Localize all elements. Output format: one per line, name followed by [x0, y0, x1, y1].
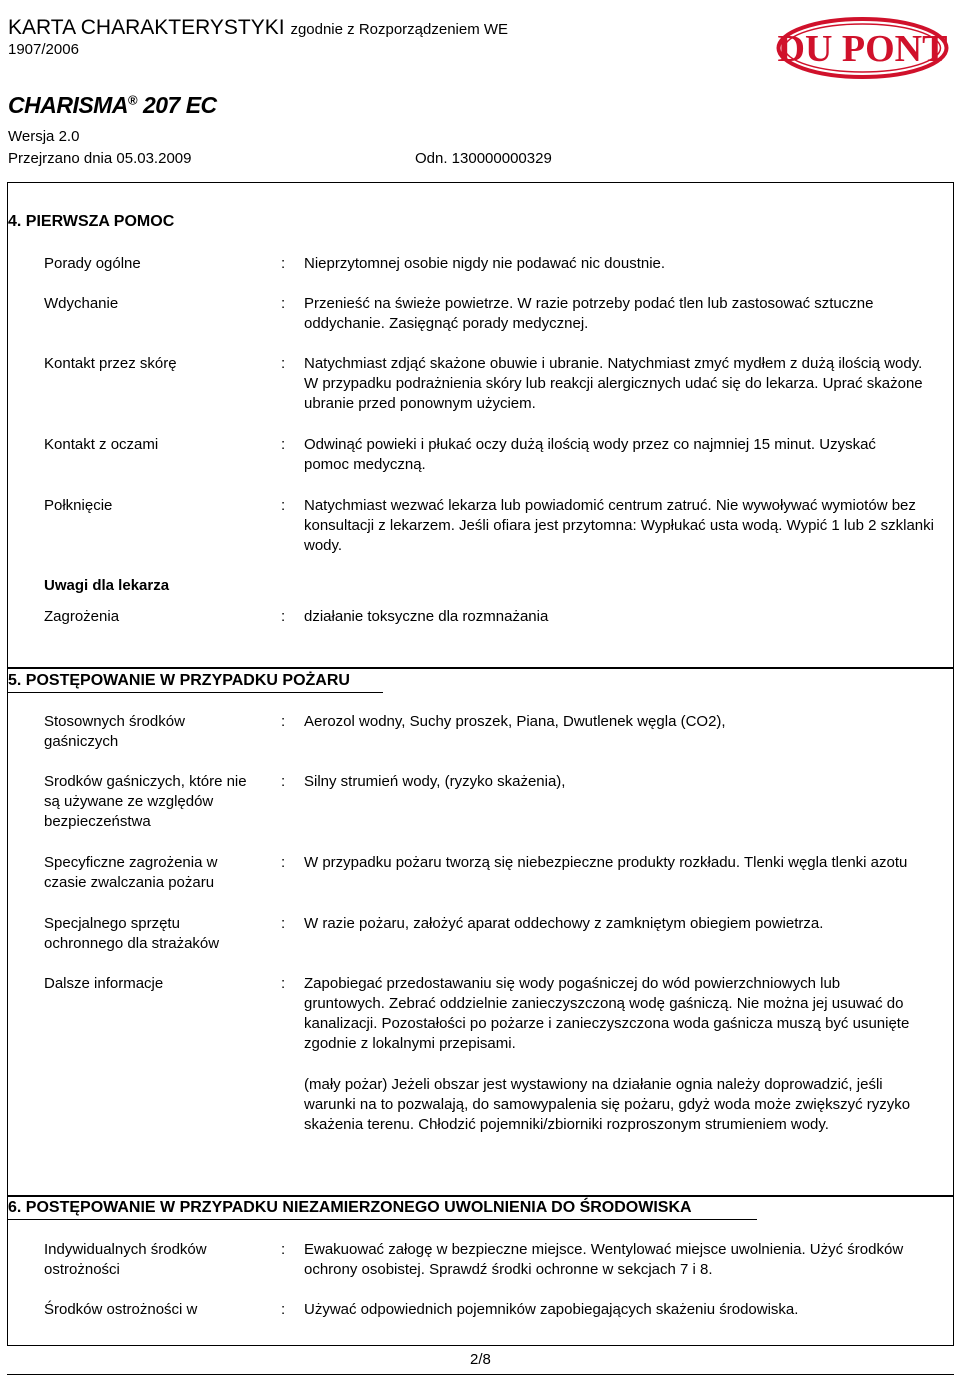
- section-6-title: 6. POSTĘPOWANIE W PRZYPADKU NIEZAMIERZONEGO UWOLNIENIA DO ŚRODOWISKA: [8, 1199, 692, 1216]
- revision-date: Przejrzano dnia 05.03.2009: [8, 150, 192, 167]
- product-name: CHARISMA® 207 EC: [8, 92, 217, 118]
- colon: :: [281, 295, 286, 312]
- firefighting-label: Dalsze informacje: [44, 975, 164, 992]
- logo-text: DU PONT: [777, 28, 948, 70]
- colon: :: [281, 255, 286, 272]
- section-5-title: 5. POSTĘPOWANIE W PRZYPADKU POŻARU: [8, 672, 350, 689]
- colon: :: [281, 773, 286, 790]
- firefighting-value: W przypadku pożaru tworzą się niebezpieczne produkty rozkładu. Tlenki węgla tlenki azotu: [304, 854, 908, 871]
- first-aid-value: Odwinąć powieki i płukać oczy dużą ilością wody przez co najmniej 15 minut. Uzyskać pomoc medyczną.: [304, 436, 876, 473]
- registered-mark: ®: [127, 92, 138, 108]
- section-5-title-rule: [7, 692, 383, 693]
- release-value: Ewakuować załogę w bezpieczne miejsce. Wentylować miejsce uwolnienia. Użyć środków ochrony osobistej. Sprawdź środki ochronne w sekcjach 7 i 8.: [304, 1241, 904, 1278]
- colon: :: [281, 608, 286, 625]
- release-label: Indywidualnych środków ostrożności: [44, 1241, 207, 1278]
- first-aid-value: Przenieść na świeże powietrze. W razie potrzeby podać tlen lub zastosować sztuczne oddychanie. Zasięgnąć porady medycznej.: [304, 295, 874, 332]
- colon: :: [281, 713, 286, 730]
- section-4-title: 4. PIERWSZA POMOC: [8, 213, 175, 230]
- first-aid-label: Porady ogólne: [44, 255, 141, 272]
- first-aid-label: Kontakt przez skórę: [44, 355, 177, 372]
- firefighting-label: Stosownych środków gaśniczych: [44, 713, 185, 750]
- firefighting-value: Silny strumień wody, (ryzyko skażenia),: [304, 773, 566, 790]
- section-4-top-rule: [7, 182, 954, 210]
- document-title-main: KARTA CHARAKTERYSTYKI: [8, 16, 285, 39]
- colon: :: [281, 1241, 286, 1258]
- first-aid-label: Kontakt z oczami: [44, 436, 159, 453]
- firefighting-value: W razie pożaru, założyć aparat oddechowy z zamkniętym obiegiem powietrza.: [304, 915, 824, 932]
- colon: :: [281, 975, 286, 992]
- firefighting-value: Zapobiegać przedostawaniu się wody pogaśniczej do wód powierzchniowych lub gruntowych. Zebrać oddzielnie zanieczyszczoną wodę gaśniczą. Nie można jej usuwać do kanalizacji. Pozostałości po pożarze i zanieczyszczona woda gaśnicza muszą być usunięte zgodnie z lokalnymi przepisami.: [304, 975, 910, 1052]
- first-aid-value: Natychmiast wezwać lekarza lub powiadomić centrum zatruć. Nie wywoływać wymiotów bez konsultacji z lekarzem. Jeśli ofiara jest przytomna: Wypłukać usta wodą. Wypić 1 lub 2 szklanki wody.: [304, 497, 934, 554]
- reference-number: Odn. 130000000329: [415, 150, 552, 167]
- hazard-value: działanie toksyczne dla rozmnażania: [304, 608, 549, 625]
- regulation-number: 1907/2006: [8, 41, 79, 58]
- page-footer: [7, 1345, 954, 1375]
- document-title-regulation-text: zgodnie z Rozporządzeniem WE: [290, 21, 509, 38]
- small-fire-note: (mały pożar) Jeżeli obszar jest wystawiony na działanie ognia należy doprowadzić, jeśli warunki na to pozwalają, do samowypalenia się pożaru, gdyż woda może zwiększyć ryzyko skażenia terenu. Chłodzić pojemniki/zbiorniki rozproszonym strumieniem wody.: [304, 1076, 911, 1133]
- first-aid-value: Nieprzytomnej osobie nigdy nie podawać nic doustnie.: [304, 255, 666, 272]
- firefighting-value: Aerozol wodny, Suchy proszek, Piana, Dwutlenek węgla (CO2),: [304, 713, 726, 730]
- colon: :: [281, 1301, 286, 1318]
- colon: :: [281, 854, 286, 871]
- document-title: [8, 16, 508, 42]
- release-label: Środków ostrożności w: [44, 1301, 198, 1318]
- firefighting-label: Specjalnego sprzętu ochronnego dla strażaków: [44, 915, 220, 952]
- firefighting-label: Specyficzne zagrożenia w czasie zwalczania pożaru: [44, 854, 218, 891]
- hazard-label: Zagrożenia: [44, 608, 120, 625]
- section-6-title-rule: [7, 1219, 757, 1220]
- firefighting-label: Srodków gaśniczych, które nie są używane ze względów bezpieczeństwa: [44, 773, 247, 830]
- page-number: 2/8: [470, 1351, 491, 1368]
- first-aid-label: Połknięcie: [44, 497, 113, 514]
- dupont-logo: [775, 16, 950, 80]
- first-aid-value: Natychmiast zdjąć skażone obuwie i ubranie. Natychmiast zmyć mydłem z dużą ilością wody. W przypadku podrażnienia skóry lub reakcji alergicznych udać się do lekarza. Uprać skażone ubranie przed ponownym użyciem.: [304, 355, 923, 412]
- colon: :: [281, 436, 286, 453]
- colon: :: [281, 915, 286, 932]
- colon: :: [281, 497, 286, 514]
- doctor-notes-heading: Uwagi dla lekarza: [44, 577, 170, 594]
- release-value: Używać odpowiednich pojemników zapobiegających skażeniu środowiska.: [304, 1301, 799, 1318]
- first-aid-label: Wdychanie: [44, 295, 119, 312]
- version: Wersja 2.0: [8, 128, 80, 145]
- colon: :: [281, 355, 286, 372]
